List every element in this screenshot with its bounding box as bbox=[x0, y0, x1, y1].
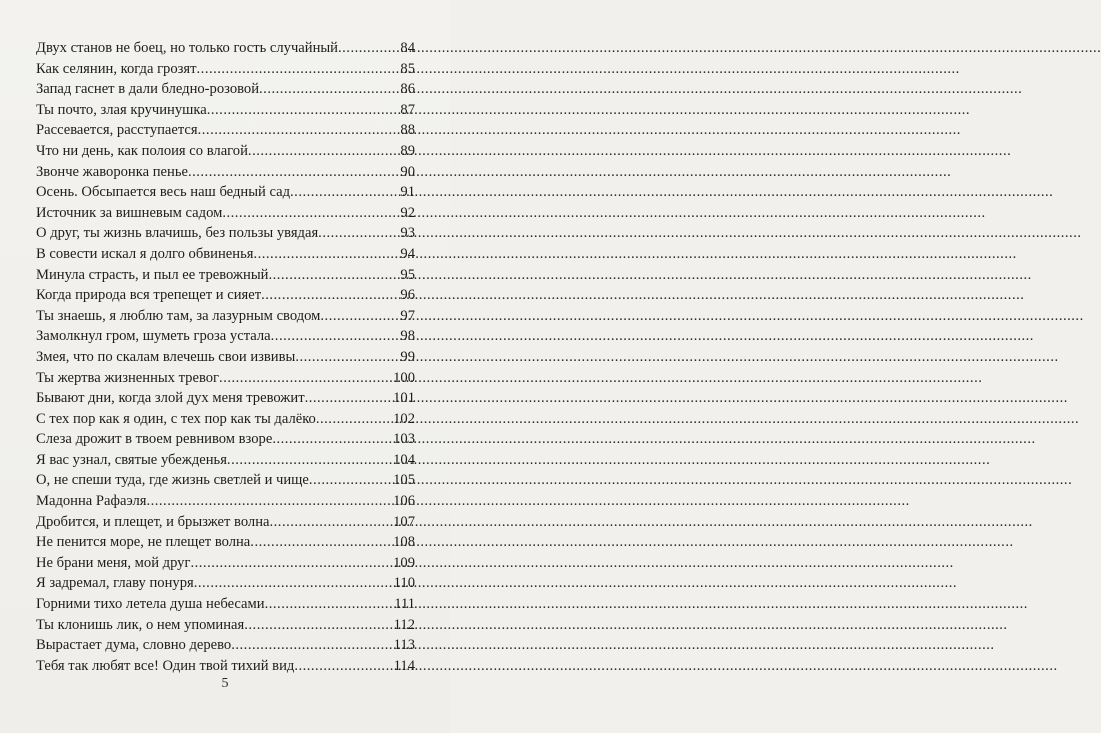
toc-entry-page-number: 98 bbox=[400, 328, 415, 345]
toc-entry-page-number: 103 bbox=[393, 431, 415, 448]
toc-entry bbox=[36, 388, 415, 409]
dot-leader bbox=[305, 388, 393, 409]
toc-entry bbox=[36, 285, 415, 306]
toc-entry-title: Ты клонишь лик, о нем упоминая bbox=[36, 616, 245, 633]
toc-entry bbox=[36, 120, 415, 141]
toc-entry-title: Не пенится море, не плещет волна bbox=[36, 534, 251, 551]
toc-entry-page-number: 114 bbox=[393, 657, 415, 674]
dot-leader bbox=[197, 59, 394, 80]
toc-entry bbox=[36, 532, 415, 553]
toc-entry bbox=[36, 470, 415, 491]
toc-entry-page-number: 84 bbox=[400, 40, 415, 56]
toc-entry-page-number: 107 bbox=[393, 513, 415, 530]
toc-entry-title: Мадонна Рафаэля bbox=[36, 493, 147, 510]
toc-entry bbox=[36, 553, 415, 574]
toc-entry bbox=[36, 141, 415, 162]
toc-entry-title: Ты знаешь, я люблю там, за лазурным сводом bbox=[36, 307, 321, 324]
toc-entry bbox=[36, 368, 415, 389]
toc-entry-page-number: 112 bbox=[393, 616, 415, 633]
dot-leader bbox=[261, 285, 394, 306]
dot-leader bbox=[320, 306, 394, 327]
toc-entry-title: Горними тихо летела душа небесами bbox=[36, 596, 265, 613]
toc-entry-title: Я задремал, главу понуря bbox=[36, 575, 194, 592]
dot-leader bbox=[188, 162, 394, 183]
toc-entry bbox=[36, 512, 415, 533]
toc-entry-page-number: 92 bbox=[400, 204, 415, 221]
toc-entry bbox=[36, 38, 415, 59]
toc-entry-title: В совести искал я долго обвиненья bbox=[36, 245, 254, 262]
toc-entry-page-number: 102 bbox=[393, 410, 415, 427]
dot-leader bbox=[338, 38, 394, 59]
toc-entry-title: Запад гаснет в дали бледно-розовой bbox=[36, 81, 260, 98]
toc-entry bbox=[36, 347, 415, 368]
dot-leader bbox=[272, 429, 392, 450]
toc-entry-title: Рассевается, расступается bbox=[36, 122, 198, 139]
toc-entry-page-number: 85 bbox=[400, 60, 415, 77]
dot-leader bbox=[146, 491, 392, 512]
toc-entry-page-number: 88 bbox=[400, 122, 415, 139]
toc-entry bbox=[36, 244, 415, 265]
toc-entry-page-number: 108 bbox=[393, 534, 415, 551]
toc-entry-title: Источник за вишневым садом bbox=[36, 204, 223, 221]
toc-entry-page-number: 94 bbox=[400, 245, 415, 262]
dot-leader bbox=[253, 244, 394, 265]
toc-entry-page-number: 111 bbox=[394, 596, 415, 613]
toc-entry-page-number: 109 bbox=[393, 554, 415, 571]
toc-entry-title: Звонче жаворонка пенье bbox=[36, 163, 188, 180]
toc-entry bbox=[36, 594, 415, 615]
toc-entry-title: Змея, что по скалам влечешь свои извивы bbox=[36, 348, 296, 365]
toc-entry-page-number: 110 bbox=[393, 575, 415, 592]
toc-entry bbox=[36, 326, 415, 347]
toc-entry bbox=[36, 203, 415, 224]
toc-entry bbox=[36, 615, 415, 636]
page-number: 5 bbox=[221, 676, 229, 691]
dot-leader bbox=[222, 203, 394, 224]
toc-entry-page-number: 101 bbox=[393, 390, 415, 407]
toc-entry-page-number: 87 bbox=[400, 101, 415, 118]
toc-entry-title: Когда природа вся трепещет и сияет bbox=[36, 287, 262, 304]
toc-entry-page-number: 93 bbox=[400, 225, 415, 242]
toc-entry-page-number: 106 bbox=[393, 493, 415, 510]
dot-leader bbox=[270, 512, 393, 533]
toc-entry-title: Не брани меня, мой друг bbox=[36, 554, 191, 571]
toc-entry bbox=[36, 306, 415, 327]
toc-entry-page-number: 90 bbox=[400, 163, 415, 180]
dot-leader bbox=[259, 79, 394, 100]
table-of-contents bbox=[36, 38, 415, 676]
toc-entry-page-number: 100 bbox=[393, 369, 415, 386]
toc-entry-title: Бывают дни, когда злой дух меня тревожит bbox=[36, 390, 305, 407]
toc-entry-title: Ты почто, злая кручинушка bbox=[36, 101, 207, 118]
dot-leader bbox=[198, 120, 394, 141]
toc-entry-page-number: 105 bbox=[393, 472, 415, 489]
toc-entry bbox=[36, 573, 415, 594]
dot-leader bbox=[227, 450, 392, 471]
dot-leader bbox=[316, 409, 392, 430]
toc-entry-title: Осень. Обсыпается весь наш бедный сад bbox=[36, 184, 291, 201]
dot-leader bbox=[271, 326, 394, 347]
dot-leader bbox=[207, 100, 394, 121]
toc-entry-title: Что ни день, как полоия со влагой bbox=[36, 142, 248, 159]
toc-entry bbox=[36, 223, 415, 244]
dot-leader bbox=[318, 223, 394, 244]
toc-entry bbox=[36, 409, 415, 430]
toc-entry bbox=[36, 656, 415, 677]
toc-entry-page-number: 104 bbox=[393, 451, 415, 468]
toc-entry-page-number: 113 bbox=[393, 637, 415, 654]
toc-entry-title: О друг, ты жизнь влачишь, без пользы увядая bbox=[36, 225, 319, 242]
dot-leader bbox=[190, 553, 392, 574]
toc-entry bbox=[36, 162, 415, 183]
toc-entry bbox=[36, 491, 415, 512]
toc-entry-title: Дробится, и плещет, и брызжет волна bbox=[36, 513, 270, 530]
toc-entry-title: О, не спеши туда, где жизнь светлей и чище bbox=[36, 472, 309, 489]
toc-entry-title: Двух станов не боец, но только гость случайный bbox=[36, 40, 338, 56]
toc-entry-title: Замолкнул гром, шуметь гроза устала bbox=[36, 328, 271, 345]
dot-leader bbox=[244, 615, 392, 636]
dot-leader bbox=[231, 635, 392, 656]
toc-entry-page-number: 96 bbox=[400, 287, 415, 304]
toc-entry-page-number: 91 bbox=[400, 184, 415, 201]
toc-entry bbox=[36, 100, 415, 121]
toc-entry bbox=[36, 59, 415, 80]
toc-entry-page-number: 97 bbox=[400, 307, 415, 324]
toc-entry-title: Ты жертва жизненных тревог bbox=[36, 369, 220, 386]
toc-entry-title: Минула страсть, и пыл ее тревожный bbox=[36, 266, 269, 283]
toc-entry bbox=[36, 265, 415, 286]
toc-entry-title: Вырастает дума, словно дерево bbox=[36, 637, 232, 654]
dot-leader bbox=[290, 182, 394, 203]
toc-entry bbox=[36, 429, 415, 450]
toc-entry-page-number: 89 bbox=[400, 142, 415, 159]
toc-entry bbox=[36, 182, 415, 203]
toc-entry bbox=[36, 635, 415, 656]
dot-leader bbox=[294, 656, 392, 677]
toc-entry-page-number: 95 bbox=[400, 266, 415, 283]
toc-entry-title: Как селянин, когда грозят bbox=[36, 60, 197, 77]
dot-leader bbox=[248, 141, 394, 162]
toc-entry-title: Я вас узнал, святые убежденья bbox=[36, 451, 227, 468]
toc-entry-title: С тех пор как я один, с тех пор как ты далёко bbox=[36, 410, 316, 427]
toc-entry bbox=[36, 450, 415, 471]
dot-leader bbox=[194, 573, 393, 594]
toc-entry-page-number: 86 bbox=[400, 81, 415, 98]
dot-leader bbox=[219, 368, 392, 389]
toc-entry-title: Слеза дрожит в твоем ревнивом взоре bbox=[36, 431, 273, 448]
dot-leader bbox=[265, 594, 394, 615]
toc-entry-page-number: 99 bbox=[400, 348, 415, 365]
book-page bbox=[0, 0, 450, 733]
toc-entry bbox=[36, 79, 415, 100]
dot-leader bbox=[250, 532, 392, 553]
dot-leader bbox=[309, 470, 392, 491]
dot-leader bbox=[295, 347, 394, 368]
toc-entry-title: Тебя так любят все! Один твой тихий вид bbox=[36, 657, 295, 674]
dot-leader bbox=[268, 265, 394, 286]
